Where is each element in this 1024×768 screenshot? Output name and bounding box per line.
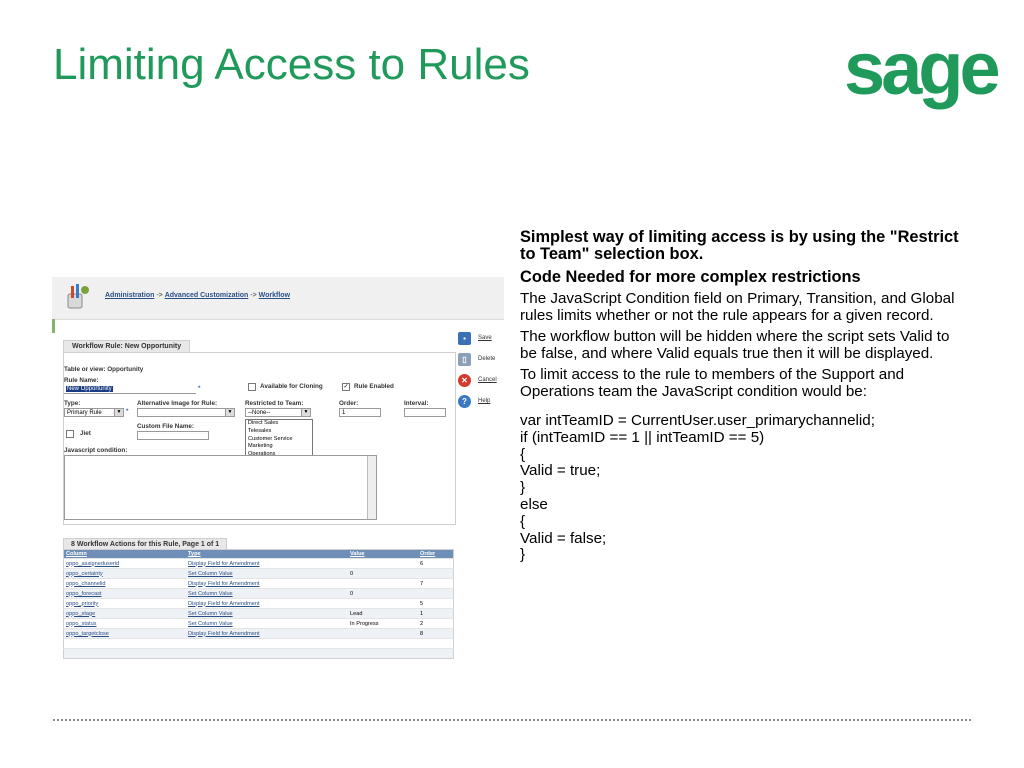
cell-column[interactable]: oppo_forecast — [64, 589, 187, 599]
cell-type[interactable]: Set Column Value — [186, 619, 348, 629]
rule-name-input[interactable] — [64, 385, 196, 394]
cell-value: Lead — [348, 609, 418, 619]
team-option[interactable]: Customer Service — [248, 435, 293, 442]
chevron-down-icon: ▼ — [301, 409, 310, 416]
footer-divider — [53, 719, 971, 721]
admin-tools-icon — [62, 282, 92, 312]
restricted-team-label: Restricted to Team: — [245, 400, 304, 407]
breadcrumb-separator: -> — [154, 292, 165, 299]
available-cloning-checkbox[interactable] — [248, 383, 256, 391]
custom-file-label: Custom File Name: — [137, 423, 195, 430]
cell-type[interactable]: Display Field for Amendment — [186, 579, 348, 589]
paragraph-limit-access: To limit access to the rule to members of the Support and Operations team the JavaScript condition would be: — [520, 366, 905, 400]
delete-button[interactable] — [456, 353, 504, 369]
rule-enabled-checkbox[interactable]: ✓ — [343, 384, 349, 390]
breadcrumb-workflow[interactable]: Workflow — [258, 292, 291, 299]
team-option[interactable]: Direct Sales — [248, 420, 279, 426]
paragraph-js-condition: The JavaScript Condition field on Primary, Transition, and Global rules limits whether or not the rule appears for a given record. — [520, 290, 955, 324]
table-row — [64, 629, 454, 639]
cell-column[interactable]: oppo_stage — [64, 609, 187, 619]
alt-image-select[interactable] — [137, 408, 235, 417]
team-option[interactable]: Marketing — [248, 443, 273, 450]
breadcrumb — [105, 292, 290, 299]
required-star: * — [198, 385, 201, 392]
crm-screenshot — [52, 277, 504, 663]
delete-label: Delete — [478, 356, 496, 362]
cell-order — [418, 589, 454, 599]
help-icon: ? — [458, 395, 471, 408]
table-row — [64, 609, 454, 619]
trash-icon: ▯ — [458, 353, 471, 366]
cell-order: 7 — [418, 579, 454, 589]
cell-type[interactable]: Display Field for Amendment — [186, 599, 348, 609]
code-line: if (intTeamID == 1 || intTeamID == 5) — [520, 428, 765, 446]
breadcrumb-advanced-customization[interactable]: Advanced Customization — [164, 292, 249, 299]
cell-order — [418, 569, 454, 579]
jiet-checkbox[interactable] — [66, 430, 74, 438]
column-header[interactable]: Value — [348, 550, 418, 559]
cell-order: 6 — [418, 559, 454, 569]
table-row-empty — [64, 639, 454, 649]
code-line: } — [520, 546, 526, 564]
js-condition-textarea[interactable] — [64, 455, 377, 520]
cell-column[interactable]: oppo_status — [64, 619, 187, 629]
table-row — [64, 599, 454, 609]
column-header[interactable]: Type — [186, 550, 348, 559]
chevron-down-icon: ▼ — [225, 409, 234, 416]
code-line: Valid = false; — [520, 529, 607, 547]
table-row — [64, 559, 454, 569]
table-or-view-label: Table or view: Opportunity — [64, 366, 144, 373]
cell-column[interactable]: oppo_channelid — [64, 579, 187, 589]
cell-order: 1 — [418, 609, 454, 619]
code-line: Valid = true; — [520, 462, 601, 480]
textarea-scrollbar[interactable] — [367, 456, 376, 519]
order-label: Order: — [339, 400, 359, 407]
cell-value: 0 — [348, 589, 418, 599]
restricted-team-select[interactable] — [245, 408, 311, 417]
rule-enabled-label: Rule Enabled — [354, 383, 394, 390]
rule-name-value: New Opportunity — [67, 386, 112, 392]
type-select[interactable] — [64, 408, 124, 417]
column-header[interactable]: Order — [418, 550, 454, 559]
sage-logo: sage — [844, 27, 997, 110]
interval-label: Interval: — [404, 400, 429, 407]
cell-column[interactable]: oppo_certainty — [64, 569, 187, 579]
breadcrumb-administration[interactable]: Administration — [105, 292, 155, 299]
cell-column[interactable]: oppo_assigneduserid — [64, 559, 187, 569]
save-label: Save — [478, 335, 492, 341]
left-strip — [52, 319, 55, 333]
tab-workflow-rule[interactable]: Workflow Rule: New Opportunity — [63, 340, 190, 352]
cell-order: 5 — [418, 599, 454, 609]
save-icon: ▪ — [458, 332, 471, 345]
order-input[interactable]: 1 — [339, 408, 381, 417]
code-line: } — [520, 479, 526, 497]
heading-simplest-way: Simplest way of limiting access is by using the "Restrict to Team" selection box. — [520, 228, 959, 263]
type-label: Type: — [64, 400, 81, 407]
tab-workflow-actions[interactable]: 8 Workflow Actions for this Rule, Page 1 of 1 — [63, 538, 227, 550]
team-option[interactable]: Telesales — [248, 427, 272, 434]
table-row — [64, 619, 454, 629]
cell-type[interactable]: Set Column Value — [186, 589, 348, 599]
breadcrumb-separator: -> — [248, 292, 259, 299]
rule-name-label: Rule Name: — [64, 377, 99, 384]
restricted-team-value: --None-- — [248, 410, 271, 416]
code-line: { — [520, 445, 526, 463]
cell-type[interactable]: Display Field for Amendment — [186, 559, 348, 569]
cell-order: 2 — [418, 619, 454, 629]
cell-type[interactable]: Set Column Value — [186, 609, 348, 619]
crm-top-bar — [52, 277, 504, 320]
table-row-empty — [64, 649, 454, 659]
cell-value — [348, 579, 418, 589]
code-line: { — [520, 512, 526, 530]
workflow-actions-table — [63, 549, 454, 659]
custom-file-input[interactable] — [137, 431, 209, 440]
cell-value: 0 — [348, 569, 418, 579]
interval-input[interactable] — [404, 408, 446, 417]
type-value: Primary Rule — [67, 410, 102, 416]
code-line: var intTeamID = CurrentUser.user_primarychannelid; — [520, 412, 875, 429]
available-cloning-label: Available for Cloning — [260, 383, 323, 390]
chevron-down-icon: ▼ — [114, 409, 123, 416]
close-icon: ✕ — [458, 374, 471, 387]
table-row — [64, 589, 454, 599]
cell-value — [348, 629, 418, 639]
help-label: Help — [478, 398, 491, 404]
cell-type[interactable]: Display Field for Amendment — [186, 629, 348, 639]
help-button[interactable] — [456, 395, 504, 411]
code-block — [520, 413, 968, 564]
save-button[interactable] — [456, 332, 504, 348]
cell-order: 8 — [418, 629, 454, 639]
paragraph-workflow-button: The workflow button will be hidden where the script sets Valid to be false, and where Valid equals true then it will be displayed. — [520, 328, 950, 362]
cell-value: In Progress — [348, 619, 418, 629]
explanation-text — [520, 229, 968, 564]
cell-type[interactable]: Set Column Value — [186, 569, 348, 579]
column-header[interactable]: Column — [64, 550, 187, 559]
table-row — [64, 579, 454, 589]
jiet-label: Jiet — [80, 430, 91, 437]
required-star: * — [126, 408, 129, 415]
cell-value — [348, 599, 418, 609]
alt-image-label: Alternative Image for Rule: — [137, 400, 218, 407]
cell-column[interactable]: oppo_targetclose — [64, 629, 187, 639]
code-line: else — [520, 495, 548, 513]
heading-code-needed: Code Needed for more complex restrictions — [520, 268, 861, 286]
table-row — [64, 569, 454, 579]
cell-column[interactable]: oppo_priority — [64, 599, 187, 609]
js-condition-label: Javascript condition: — [64, 447, 128, 454]
slide-title: Limiting Access to Rules — [53, 40, 530, 89]
cancel-label: Cancel — [478, 377, 497, 383]
cell-value — [348, 559, 418, 569]
cancel-button[interactable] — [456, 374, 504, 390]
